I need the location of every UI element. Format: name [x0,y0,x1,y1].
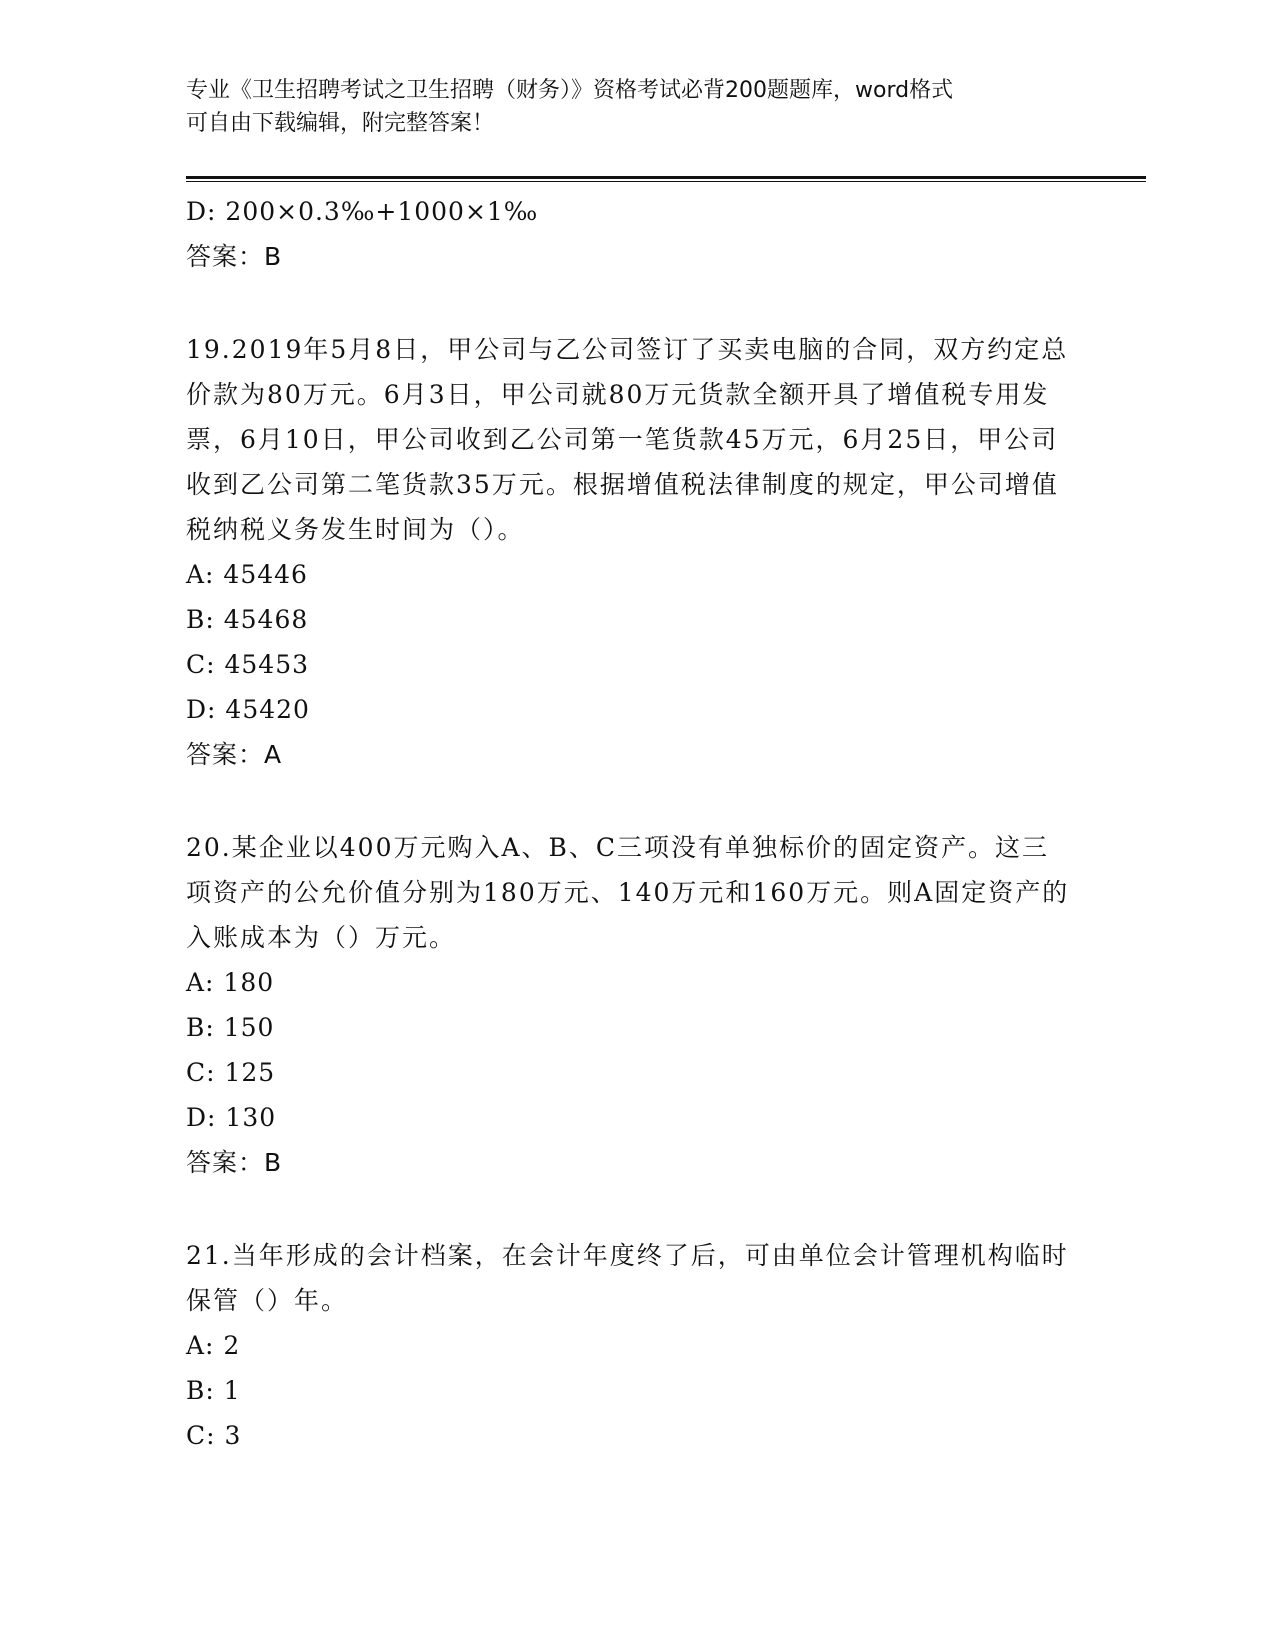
spacer [186,777,1086,825]
question-21 [186,1233,1086,1458]
option-d: D: 130 [186,1103,277,1132]
answer-line: 答案：B [186,1148,283,1177]
option-b: B: 45468 [186,605,309,634]
option-c: C: 45453 [186,650,310,679]
document-header [186,74,1086,140]
question-list [186,189,1086,1458]
answer-line: 答案：B [186,242,283,271]
option-a: A: 45446 [186,560,308,589]
question-stem: 19.2019年5月8日，甲公司与乙公司签订了买卖电脑的合同，双方约定总价款为80万元。6月3日，甲公司就80万元货款全额开具了增值税专用发票，6月10日，甲公司收到乙公司第一笔货款45万元，6月25日，甲公司收到乙公司第二笔货款35万元。根据增值税法律制度的规定，甲公司增值税纳税义务发生时间为（）。 [186,335,1069,544]
question-stem: 21.当年形成的会计档案，在会计年度终了后，可由单位会计管理机构临时保管（）年。 [186,1241,1069,1315]
option-c: C: 3 [186,1421,242,1450]
answer-line: 答案：A [186,740,283,769]
option-b: B: 150 [186,1013,275,1042]
header-line-1: 专业《卫生招聘考试之卫生招聘（财务）》资格考试必背200题题库，word格式 [186,78,954,103]
question-20 [186,825,1086,1185]
header-rule-thick [186,176,1146,179]
option-c: C: 125 [186,1058,276,1087]
option-d: D: 45420 [186,695,310,724]
header-rule-thin [186,181,1146,182]
spacer [186,279,1086,327]
spacer [186,1185,1086,1233]
option-a: A: 180 [186,968,275,997]
previous-question-tail [186,189,1086,279]
question-19 [186,327,1086,777]
header-line-2: 可自由下载编辑，附完整答案！ [186,111,495,136]
question-stem: 20.某企业以400万元购入A、B、C三项没有单独标价的固定资产。这三项资产的公允价值分别为180万元、140万元和160万元。则A固定资产的入账成本为（）万元。 [186,833,1070,952]
option-b: B: 1 [186,1376,241,1405]
option-a: A: 2 [186,1331,241,1360]
option-d: D: 200×0.3‰+1000×1‰ [186,197,539,226]
